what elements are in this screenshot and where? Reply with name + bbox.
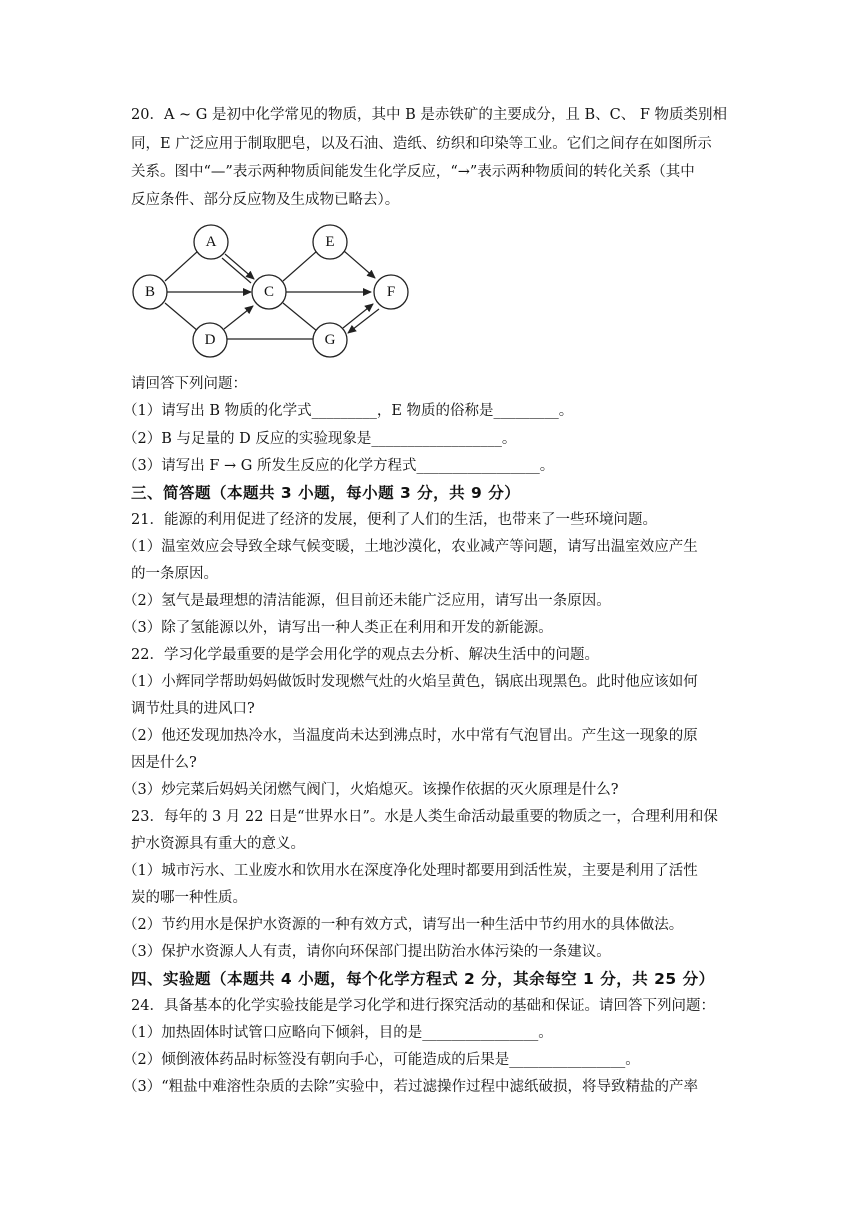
node-c-label: C [263, 284, 275, 300]
node-g [313, 323, 347, 357]
s4-line-4: （3）“粗盐中难溶性杂质的去除”实验中，若过滤操作过程中滤纸破损，将导致精盐的产率 [123, 1079, 699, 1095]
node-e [313, 225, 347, 259]
node-b [133, 275, 167, 309]
s4-line-3: （2）倾倒液体药品时标签没有朝向手心，可能造成的后果是________________。 [123, 1052, 640, 1068]
s3-line-16: （2）节约用水是保护水资源的一种有效方式，请写出一种生活中节约用水的具体做法。 [123, 917, 684, 933]
edge-d-c [224, 306, 253, 329]
node-g-label: G [324, 332, 336, 348]
edge-e-f [344, 251, 375, 278]
q20-sub-3: （3）请写出 F → G 所发生反应的化学方程式_________________。 [123, 458, 555, 474]
s3-line-13: 护水资源具有重大的意义。 [131, 836, 305, 852]
node-f [374, 275, 408, 309]
s3-line-15: 炭的哪一种性质。 [131, 890, 247, 906]
q20-sub-2: （2）B 与足量的 D 反应的实验现象是__________________。 [123, 431, 517, 447]
s3-line-5: （3）除了氢能源以外，请写出一种人类正在利用和开发的新能源。 [123, 620, 553, 636]
node-a-label: A [205, 234, 217, 250]
s3-line-4: （2）氢气是最理想的清洁能源，但目前还未能广泛应用，请写出一条原因。 [123, 593, 611, 609]
section4-heading: 四、实验题（本题共 4 小题，每个化学方程式 2 分，其余每空 1 分，共 25 分） [131, 970, 715, 988]
section3-heading: 三、简答题（本题共 3 小题，每小题 3 分，共 9 分） [131, 484, 521, 502]
s3-line-1: 21．能源的利用促进了经济的发展，便利了人们的生活，也带来了一些环境问题。 [131, 512, 657, 528]
node-c [252, 275, 286, 309]
s3-line-17: （3）保护水资源人人有责，请你向环保部门提出防治水体污染的一条建议。 [123, 944, 611, 960]
edge-c-e [283, 251, 317, 281]
reaction-diagram [128, 221, 413, 359]
node-a [194, 225, 228, 259]
edge-g-f [343, 304, 373, 328]
node-e-label: E [325, 234, 335, 250]
node-f-label: F [386, 284, 396, 300]
s3-line-2: （1）温室效应会导致全球气候变暖，土地沙漠化，农业减产等问题，请写出温室效应产生 [123, 539, 698, 555]
s3-line-11: （3）炒完菜后妈妈关闭燃气阀门，火焰熄灭。该操作依据的灭火原理是什么? [123, 782, 619, 798]
s4-line-1: 24．具备基本的化学实验技能是学习化学和进行探究活动的基础和保证。请回答下列问题： [131, 998, 715, 1014]
q20-line-3: 关系。图中“—”表示两种物质间能发生化学反应，“→”表示两种物质间的转化关系（其中 [131, 164, 695, 180]
reaction-diagram-svg [128, 221, 413, 359]
s4-line-2: （1）加热固体时试管口应略向下倾斜，目的是________________。 [123, 1025, 553, 1041]
q20-prompt: 请回答下列问题： [131, 376, 247, 392]
edge-b-d [165, 303, 198, 331]
edge-a-c-1 [225, 254, 254, 279]
edge-b-a [165, 251, 198, 281]
q20-line-4: 反应条件、部分反应物及生成物已略去）。 [131, 192, 400, 208]
s3-line-7: （1）小辉同学帮助妈妈做饭时发现燃气灶的火焰呈黄色，锅底出现黑色。此时他应该如何 [123, 674, 698, 690]
q20-line-1: 20．A ~ G 是初中化学常见的物质，其中 B 是赤铁矿的主要成分，且 B、C、 F 物质类别相 [131, 107, 727, 123]
s3-line-8: 调节灶具的进风口? [131, 701, 255, 717]
edge-c-g [283, 303, 317, 331]
s3-line-6: 22．学习化学最重要的是学会用化学的观点去分析、解决生活中的问题。 [131, 647, 599, 663]
node-d [193, 323, 227, 357]
s3-line-14: （1）城市污水、工业废水和饮用水在深度净化处理时都要用到活性炭，主要是利用了活性 [123, 863, 698, 879]
node-d-label: D [204, 332, 216, 348]
edge-a-c-2 [222, 258, 251, 283]
s3-line-10: 因是什么? [131, 755, 197, 771]
q20-sub-1: （1）请写出 B 物质的化学式_________，E 物质的俗称是_________。 [123, 403, 574, 419]
node-b-label: B [144, 284, 156, 300]
s3-line-3: 的一条原因。 [131, 566, 218, 582]
q20-line-2: 同，E 广泛应用于制取肥皂，以及石油、造纸、纺织和印染等工业。它们之间存在如图所示 [131, 136, 712, 152]
s3-line-12: 23．每年的 3 月 22 日是“世界水日”。水是人类生命活动最重要的物质之一，合理利用和保 [131, 809, 718, 825]
s3-line-9: （2）他还发现加热冷水，当温度尚未达到沸点时，水中常有气泡冒出。产生这一现象的原 [123, 728, 698, 744]
